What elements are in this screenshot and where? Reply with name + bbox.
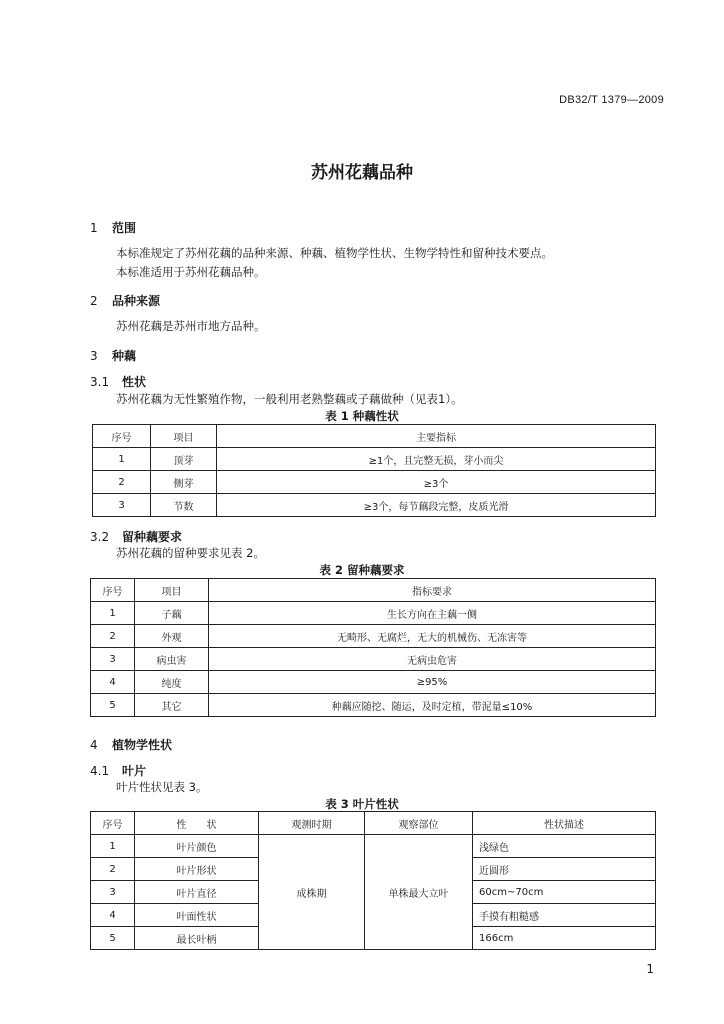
page-number: 1 xyxy=(646,962,654,976)
standard-number: DB32/T 1379—2009 xyxy=(559,94,664,106)
table-cell: 3 xyxy=(93,494,151,517)
table-cell: ≥95% xyxy=(209,671,656,694)
table-cell: 4 xyxy=(91,904,135,927)
section-title: 叶片 xyxy=(122,764,147,778)
header-cell: 观测时期 xyxy=(259,812,365,835)
paragraph: 苏州花藕的留种要求见表 2。 xyxy=(116,546,265,560)
table-cell: 4 xyxy=(91,671,135,694)
table-3 xyxy=(90,811,656,950)
table-row xyxy=(91,694,656,717)
header-cell: 项目 xyxy=(151,425,217,448)
table-cell: 2 xyxy=(91,625,135,648)
table-cell: 2 xyxy=(91,858,135,881)
table-cell: 其它 xyxy=(135,694,209,717)
paragraph: 苏州花藕为无性繁殖作物，一般利用老熟整藕或子藕做种（见表1）。 xyxy=(116,392,463,406)
table-cell: 无畸形、无腐烂，无大的机械伤、无冻害等 xyxy=(209,625,656,648)
header-cell: 序号 xyxy=(91,579,135,602)
table-cell: 纯度 xyxy=(135,671,209,694)
section-title: 范围 xyxy=(112,221,137,235)
section-title: 性状 xyxy=(122,375,147,389)
document-title: 苏州花藕品种 xyxy=(311,163,413,183)
section-number: 3.1 xyxy=(90,375,110,389)
table-row xyxy=(91,671,656,694)
table-cell: ≥1个，且完整无损，芽小而尖 xyxy=(217,448,656,471)
header-cell: 性 状 xyxy=(135,812,259,835)
table-cell: 叶片直径 xyxy=(135,881,259,904)
table-header-row xyxy=(91,812,656,835)
header-cell: 序号 xyxy=(91,812,135,835)
table-cell: 顶芽 xyxy=(151,448,217,471)
table-cell: 生长方向在主藕一侧 xyxy=(209,602,656,625)
table-cell: 3 xyxy=(91,648,135,671)
header-cell: 序号 xyxy=(93,425,151,448)
header-cell: 主要指标 xyxy=(217,425,656,448)
table-1-caption: 表 1 种藕性状 xyxy=(325,409,399,423)
table-cell: 子藕 xyxy=(135,602,209,625)
section-title: 种藕 xyxy=(112,349,137,363)
section-number: 4.1 xyxy=(90,764,110,778)
table-cell: 1 xyxy=(91,835,135,858)
header-cell: 性状描述 xyxy=(473,812,656,835)
section-number: 3.2 xyxy=(90,530,110,544)
table-cell: 病虫害 xyxy=(135,648,209,671)
paragraph: 本标准规定了苏州花藕的品种来源、种藕、植物学性状、生物学特性和留种技术要点。 xyxy=(116,246,553,260)
table-cell: 近圆形 xyxy=(473,858,656,881)
table-cell: 叶片颜色 xyxy=(135,835,259,858)
table-cell: 2 xyxy=(93,471,151,494)
table-cell: 5 xyxy=(91,927,135,950)
table-cell: 166cm xyxy=(473,927,656,950)
section-4-1-heading xyxy=(90,762,146,779)
table-row xyxy=(93,448,656,471)
table-header-row xyxy=(93,425,656,448)
table-cell: 无病虫危害 xyxy=(209,648,656,671)
section-number: 2 xyxy=(90,294,98,308)
section-1-heading xyxy=(90,219,136,236)
table-2-caption: 表 2 留种藕要求 xyxy=(319,563,405,577)
table-cell: 叶面性状 xyxy=(135,904,259,927)
table-cell: ≥3个，每节藕段完整，皮质光滑 xyxy=(217,494,656,517)
table-cell: 5 xyxy=(91,694,135,717)
section-3-heading xyxy=(90,347,136,364)
table-cell: 浅绿色 xyxy=(473,835,656,858)
section-3-1-heading xyxy=(90,373,146,390)
section-number: 3 xyxy=(90,349,98,363)
paragraph: 叶片性状见表 3。 xyxy=(116,780,208,794)
section-2-heading xyxy=(90,292,160,309)
table-cell: 最长叶柄 xyxy=(135,927,259,950)
table-cell: 种藕应随挖、随运，及时定植，带泥量≤10% xyxy=(209,694,656,717)
table-cell: 外观 xyxy=(135,625,209,648)
table-row xyxy=(91,602,656,625)
section-3-2-heading xyxy=(90,528,182,545)
table-cell: 60cm~70cm xyxy=(473,881,656,904)
paragraph: 本标准适用于苏州花藕品种。 xyxy=(116,265,266,279)
table-row xyxy=(91,625,656,648)
table-cell: 1 xyxy=(91,602,135,625)
table-row xyxy=(93,494,656,517)
table-cell: 叶片形状 xyxy=(135,858,259,881)
table-cell: ≥3个 xyxy=(217,471,656,494)
table-cell: 3 xyxy=(91,881,135,904)
header-cell: 指标要求 xyxy=(209,579,656,602)
observation-position-cell: 单株最大立叶 xyxy=(365,835,473,950)
table-3-caption: 表 3 叶片性状 xyxy=(325,797,399,811)
table-cell: 节数 xyxy=(151,494,217,517)
table-row xyxy=(91,648,656,671)
table-cell: 侧芽 xyxy=(151,471,217,494)
header-cell: 项目 xyxy=(135,579,209,602)
table-cell: 手摸有粗糙感 xyxy=(473,904,656,927)
table-2 xyxy=(90,578,656,717)
table-header-row xyxy=(91,579,656,602)
table-cell: 1 xyxy=(93,448,151,471)
section-number: 1 xyxy=(90,221,98,235)
paragraph: 苏州花藕是苏州市地方品种。 xyxy=(116,319,266,333)
section-title: 植物学性状 xyxy=(112,738,173,752)
table-1 xyxy=(92,424,656,517)
table-row xyxy=(93,471,656,494)
section-title: 留种藕要求 xyxy=(122,530,183,544)
section-title: 品种来源 xyxy=(112,294,161,308)
table-row xyxy=(91,835,656,858)
section-4-heading xyxy=(90,736,172,753)
section-number: 4 xyxy=(90,738,98,752)
header-cell: 观察部位 xyxy=(365,812,473,835)
observation-period-cell: 成株期 xyxy=(259,835,365,950)
